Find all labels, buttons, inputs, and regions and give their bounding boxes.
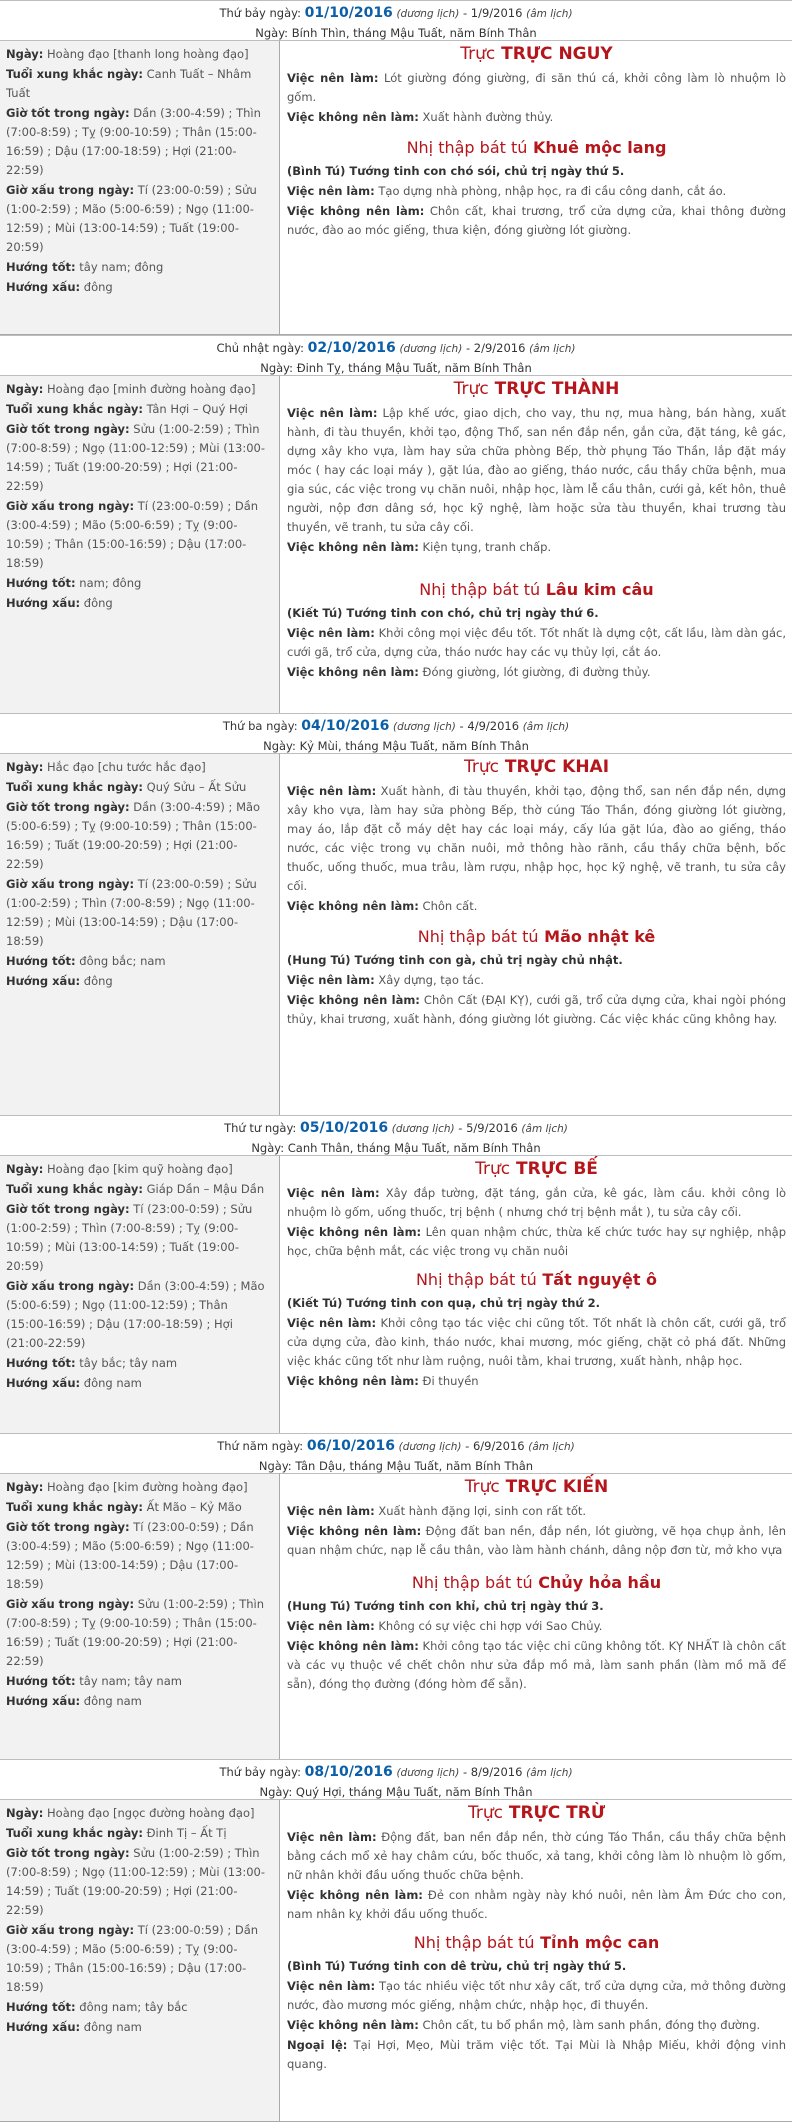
huong-xau: đông nam — [83, 1376, 142, 1390]
gio-xau-label: Giờ xấu trong ngày: — [6, 1923, 135, 1937]
gio-tot: Dần (3:00-4:59) ; Mão (5:00-6:59) ; Tỵ (9:00-10:59) ; Thân (15:00-16:59) ; Tuất (19:00-20:59) ; Hợi (21:00-22:59) — [6, 800, 261, 871]
huong-tot-label: Hướng tốt: — [6, 260, 76, 274]
tuoi-xung: Canh Tuất – Nhâm Tuất — [6, 67, 252, 100]
huong-xau-label: Hướng xấu: — [6, 280, 81, 294]
truc-name: TRỰC NGUY — [501, 44, 613, 64]
nt-prefix: Nhị thập bát tú — [411, 1573, 533, 1592]
day-block — [0, 1115, 792, 1434]
nen-label: Việc nên làm: — [287, 1504, 375, 1518]
gio-xau: Dần (3:00-4:59) ; Mão (5:00-6:59) ; Ngọ (11:00-12:59) ; Thân (15:00-16:59) ; Dậu (17:00-18:59) ; Hợi (21:00-22:59) — [6, 1279, 265, 1350]
huong-xau-label: Hướng xấu: — [6, 2020, 81, 2034]
huong-tot-label: Hướng tốt: — [6, 576, 76, 590]
nt-subtitle: (Hung Tú) Tướng tinh con khỉ, chủ trị ngày thứ 3. — [287, 1599, 604, 1613]
lunar-note: (âm lịch) — [521, 1123, 568, 1135]
tuoi-xung: Quý Sửu – Ất Sửu — [146, 780, 247, 794]
nt-subtitle: (Kiết Tú) Tướng tinh con chó, chủ trị ngày thứ 6. — [287, 606, 599, 620]
truc-name: TRỰC BẾ — [516, 1159, 598, 1179]
truc-prefix: Trực — [463, 757, 499, 777]
huong-tot: nam; đông — [79, 576, 142, 590]
truc-prefix: Trực — [464, 1477, 500, 1497]
ngay-type: Hoàng đạo [minh đường hoàng đạo] — [47, 382, 256, 396]
lunar-date: 2/9/2016 — [473, 341, 526, 355]
lunar-note: (âm lịch) — [529, 343, 576, 355]
huong-xau: đông nam — [83, 1694, 142, 1708]
nen-label: Việc nên làm: — [287, 1316, 377, 1330]
nhi-thap-bat-tu-title — [287, 1572, 786, 1594]
truc-khong-nen: Xuất hành đường thủy. — [422, 110, 554, 124]
gio-xau-label: Giờ xấu trong ngày: — [6, 499, 135, 513]
truc-khong-nen: Chôn cất. — [422, 899, 478, 913]
solar-note: (dương lịch) — [393, 721, 456, 733]
day-block — [0, 0, 792, 335]
day-info-panel — [0, 1799, 280, 2121]
day-header: Thứ năm ngày: 06/10/2016 (dương lịch) - 6/9/2016 (âm lịch) Ngày: Tân Dậu, tháng Mậu Tuất, năm Bính Thân — [0, 1433, 792, 1474]
ngay-label: Ngày: — [6, 47, 44, 61]
nt-nen: Tạo tác nhiều việc tốt như xây cất, trổ cửa dựng cửa, mở thông đường nước, đào mương móc giếng, nhậm chức, nhập học, đi thuyền. — [287, 1979, 787, 2012]
day-activity-panel — [280, 1799, 792, 2121]
truc-nen: Xây đắp tường, đặt táng, gắn cửa, kê gác, làm cầu. khởi công lò nhuộm lò gốm, uống thuốc, trị bệnh ( nhưng chớ trị bệnh mắt ), tu sửa cây cối. — [287, 1186, 786, 1219]
khong-nen-label: Việc không nên làm: — [287, 204, 425, 218]
nt-name: Tỉnh mộc can — [540, 1933, 660, 1952]
day-header: Thứ bảy ngày: 01/10/2016 (dương lịch) - 1/9/2016 (âm lịch) Ngày: Bính Thìn, tháng Mậu Tuất, năm Bính Thân — [0, 0, 792, 41]
nt-nen: Khởi công tạo tác việc chi cũng tốt. Tốt nhất là chôn cất, cưới gã, trổ cửa dựng cửa, đào kinh, tháo nước, khai mương, móc giếng, chặt cỏ phá đất. Những việc khác cũng tốt như làm ruộng, nuôi tằm, khai trương, xuất hành, nhập học. — [287, 1316, 786, 1368]
solar-note: (dương lịch) — [396, 8, 460, 20]
nhi-thap-bat-tu-title — [287, 137, 786, 159]
ngay-type: Hoàng đạo [kim quỹ hoàng đạo] — [47, 1162, 233, 1176]
truc-nen: Xuất hành, đi tàu thuyền, khởi tạo, động thổ, san nền đắp nền, dựng xây kho vựa, làm hay sửa phòng Bếp, thờ cúng Táo Thần, đóng giường lót giường, may áo, lắp đặt cỗ máy dệt hay các loại máy, cấy lúa gặt lúa, đào ao giếng, tháo nước, các việc trong vụ chăn nuôi, mở thông hào rãnh, cầu thầy chữa bệnh, bốc thuốc, uống thuốc, mua trâu, làm rượu, nhập học, học kỹ nghệ, vẽ tranh, tu sửa cây cối. — [287, 784, 786, 893]
khong-nen-label: Việc không nên làm: — [287, 1524, 422, 1538]
day-activity-panel — [280, 40, 792, 334]
gio-xau: Tí (23:00-0:59) ; Dần (3:00-4:59) ; Mão (5:00-6:59) ; Tỵ (9:00-10:59) ; Thân (15:00-16:59) ; Dậu (17:00-18:59) — [6, 1923, 259, 1994]
truc-name: TRỰC KHAI — [504, 757, 610, 777]
truc-prefix: Trực — [453, 379, 489, 399]
huong-tot: tây bắc; tây nam — [79, 1356, 178, 1370]
tuoi-label: Tuổi xung khắc ngày: — [6, 1826, 143, 1840]
huong-xau-label: Hướng xấu: — [6, 974, 81, 988]
nt-nen: Khởi công mọi việc đều tốt. Tốt nhất là dựng cột, cất lầu, làm dàn gác, cưới gã, trổ cửa, dựng cửa, tháo nước hay các vụ thủy lợi, cắt áo. — [287, 626, 786, 659]
tuoi-xung: Giáp Dần – Mậu Dần — [146, 1182, 265, 1196]
lunar-note: (âm lịch) — [528, 1441, 575, 1453]
day-info-panel — [0, 40, 280, 334]
huong-tot: đông nam; tây bắc — [79, 2000, 188, 2014]
gio-tot: Sửu (1:00-2:59) ; Thìn (7:00-8:59) ; Ngọ (11:00-12:59) ; Mùi (13:00-14:59) ; Tuất (19:00-20:59) ; Hợi (21:00-22:59) — [6, 422, 265, 493]
day-header: Thứ bảy ngày: 08/10/2016 (dương lịch) - 8/9/2016 (âm lịch) Ngày: Quý Hợi, tháng Mậu Tuất, năm Bính Thân — [0, 1759, 792, 1800]
weekday: Thứ ba ngày: — [222, 719, 298, 733]
weekday: Thứ năm ngày: — [217, 1439, 304, 1453]
khong-nen-label: Việc không nên làm: — [287, 899, 419, 913]
huong-xau: đông nam — [83, 2020, 142, 2034]
solar-date[interactable]: 06/10/2016 — [306, 1438, 395, 1454]
tuoi-label: Tuổi xung khắc ngày: — [6, 780, 143, 794]
truc-title — [287, 378, 786, 400]
ngay-type: Hoàng đạo [ngọc đường hoàng đạo] — [47, 1806, 255, 1820]
nt-khong-nen: Chôn cất, khai trương, trổ cửa dựng cửa, khai thông đường nước, đào ao móc giếng, thưa kiện, đóng giường lót giường. — [287, 204, 786, 237]
gio-tot-label: Giờ tốt trong ngày: — [6, 106, 130, 120]
nen-label: Việc nên làm: — [287, 1186, 380, 1200]
khong-nen-label: Việc không nên làm: — [287, 110, 419, 124]
ngay-type: Hắc đạo [chu tước hắc đạo] — [47, 760, 206, 774]
gio-tot: Sửu (1:00-2:59) ; Thìn (7:00-8:59) ; Ngọ (11:00-12:59) ; Mùi (13:00-14:59) ; Tuất (19:00-20:59) ; Hợi (21:00-22:59) — [6, 1846, 265, 1917]
solar-date[interactable]: 08/10/2016 — [304, 1764, 393, 1780]
gio-xau-label: Giờ xấu trong ngày: — [6, 1597, 135, 1611]
nt-subtitle: (Bình Tú) Tướng tinh con chó sói, chủ trị ngày thứ 5. — [287, 164, 625, 178]
nt-khong-nen: Chôn cất, tu bổ phần mộ, làm sanh phần, đóng thọ đường. — [422, 2018, 761, 2032]
day-activity-panel — [280, 1473, 792, 1759]
weekday: Chủ nhật ngày: — [216, 341, 304, 355]
lunar-date: 8/9/2016 — [470, 1765, 523, 1779]
khong-nen-label: Việc không nên làm: — [287, 2018, 419, 2032]
solar-date[interactable]: 05/10/2016 — [299, 1120, 389, 1136]
nt-subtitle: (Kiết Tú) Tướng tinh con quạ, chủ trị ngày thứ 2. — [287, 1296, 600, 1310]
ngay-label: Ngày: — [263, 739, 296, 753]
truc-title — [287, 1802, 786, 1824]
day-activity-panel — [280, 375, 792, 713]
truc-title — [287, 43, 786, 65]
can-chi: Canh Thân, tháng Mậu Tuất, năm Bính Thân — [287, 1141, 541, 1155]
gio-xau: Sửu (1:00-2:59) ; Thìn (7:00-8:59) ; Tỵ (9:00-10:59) ; Thân (15:00-16:59) ; Tuất (19:00-20:59) ; Hợi (21:00-22:59) — [6, 1597, 265, 1668]
gio-xau-label: Giờ xấu trong ngày: — [6, 877, 135, 891]
nt-nen: Tạo dựng nhà phòng, nhập học, ra đi cầu công danh, cắt áo. — [378, 184, 727, 198]
gio-tot-label: Giờ tốt trong ngày: — [6, 1202, 130, 1216]
truc-title — [287, 1158, 786, 1180]
huong-tot-label: Hướng tốt: — [6, 2000, 76, 2014]
khong-nen-label: Việc không nên làm: — [287, 665, 419, 679]
gio-tot-label: Giờ tốt trong ngày: — [6, 1520, 130, 1534]
nt-khong-nen: Khởi công tạo tác việc chi cũng không tốt. KỴ NHẤT là chôn cất và các vụ thuộc về chết chôn như sửa đắp mồ mả, làm sanh phần (làm mồ mã để sẵn), đóng thọ đường (đóng hòm để sẵn). — [287, 1639, 786, 1691]
ngay-label: Ngày: — [258, 1459, 292, 1473]
can-chi: Bính Thìn, tháng Mậu Tuất, năm Bính Thân — [291, 26, 537, 40]
lunar-date: 6/9/2016 — [472, 1439, 525, 1453]
huong-xau: đông — [83, 596, 113, 610]
tuoi-xung: Đinh Tị – Ất Tị — [146, 1826, 227, 1840]
truc-khong-nen: Lên quan nhậm chức, thừa kế chức tước hay sự nghiệp, nhập học, chữa bệnh mắt, các việc trong vụ chăn nuôi — [287, 1225, 787, 1258]
truc-nen: Động đất, ban nền đắp nền, thờ cúng Táo Thần, cầu thầy chữa bệnh bằng cách mổ xẻ hay châm cứu, bốc thuốc, xả tang, khởi công làm lò nhuộm lò gốm, nữ nhân khởi đầu uống thuốc chữa bệnh. — [287, 1830, 787, 1882]
nt-prefix: Nhị thập bát tú — [417, 927, 539, 946]
khong-nen-label: Việc không nên làm: — [287, 993, 420, 1007]
nen-label: Việc nên làm: — [287, 1979, 376, 1993]
truc-nen: Lập khế ước, giao dịch, cho vay, thu nợ, mua hàng, bán hàng, xuất hành, đi tàu thuyền, khởi tạo, động Thổ, san nền đắp nền, gắn cửa, đặt táng, kê gác, dựng xây kho vựa, làm hay sửa chữa phòng Bếp, thờ phụng Táo Thần, lắp đặt máy móc ( hay các loại máy ), gặt lúa, đào ao giếng, tháo nước, cầu thầy chữa bệnh, mua gia súc, các việc trong vụ chăn nuôi, nhập học, làm lễ cầu thân, cưới gả, kết hôn, thuê người, nộp đơn dâng sớ, học kỹ nghệ, làm hoặc sửa tàu thuyền, khai trương tàu thuyền, vẽ tranh, tu sửa cây cối. — [287, 406, 787, 534]
nen-label: Việc nên làm: — [287, 1619, 375, 1633]
nt-name: Lâu kim câu — [545, 580, 654, 599]
tuoi-xung: Tân Hợi – Quý Hợi — [146, 402, 248, 416]
lunar-note: (âm lịch) — [522, 721, 570, 733]
nen-label: Việc nên làm: — [287, 406, 378, 420]
huong-xau: đông — [83, 280, 113, 294]
nt-prefix: Nhị thập bát tú — [406, 138, 528, 157]
nt-prefix: Nhị thập bát tú — [419, 580, 541, 599]
nt-nen: Xây dựng, tạo tác. — [378, 973, 485, 987]
gio-xau-label: Giờ xấu trong ngày: — [6, 1279, 135, 1293]
nt-subtitle: (Bình Tú) Tướng tinh con dê trừu, chủ trị ngày thứ 5. — [287, 1959, 627, 1973]
ngoai-le: Tại Hợi, Mẹo, Mùi trăm việc tốt. Tại Mùi là Nhập Miếu, khởi động vinh quang. — [287, 2038, 786, 2071]
ngay-label: Ngày: — [255, 26, 289, 40]
khong-nen-label: Việc không nên làm: — [287, 1374, 419, 1388]
khong-nen-label: Việc không nên làm: — [287, 1225, 422, 1239]
gio-tot: Dần (3:00-4:59) ; Thìn (7:00-8:59) ; Tỵ (9:00-10:59) ; Thân (15:00-16:59) ; Dậu (17:00-18:59) ; Hợi (21:00-22:59) — [6, 106, 261, 177]
truc-prefix: Trực — [460, 44, 496, 64]
gio-xau-label: Giờ xấu trong ngày: — [6, 183, 135, 197]
huong-xau: đông — [83, 974, 113, 988]
can-chi: Tân Dậu, tháng Mậu Tuất, năm Bính Thân — [295, 1459, 534, 1473]
day-info-panel — [0, 1155, 280, 1433]
day-header: Thứ ba ngày: 04/10/2016 (dương lịch) - 4/9/2016 (âm lịch) Ngày: Kỷ Mùi, tháng Mậu Tuất, năm Bính Thân — [0, 713, 792, 754]
ngay-type: Hoàng đạo [thanh long hoàng đạo] — [47, 47, 249, 61]
nt-khong-nen: Đóng giường, lót giường, đi đường thủy. — [422, 665, 651, 679]
gio-tot: Tí (23:00-0:59) ; Sửu (1:00-2:59) ; Thìn (7:00-8:59) ; Tỵ (9:00-10:59) ; Mùi (13:00-14:59) ; Tuất (19:00-20:59) — [6, 1202, 253, 1273]
ngay-label: Ngày: — [6, 1480, 44, 1494]
nhi-thap-bat-tu-title — [287, 1269, 786, 1291]
nt-khong-nen: Đi thuyền — [422, 1374, 479, 1388]
solar-date[interactable]: 04/10/2016 — [301, 718, 390, 734]
day-info-panel — [0, 375, 280, 713]
khong-nen-label: Việc không nên làm: — [287, 540, 419, 554]
day-activity-panel — [280, 1155, 792, 1433]
truc-title — [287, 756, 786, 778]
weekday: Thứ tư ngày: — [224, 1121, 297, 1135]
ngoai-le-label: Ngoại lệ: — [287, 2038, 348, 2052]
ngay-label: Ngày: — [6, 1806, 44, 1820]
huong-tot-label: Hướng tốt: — [6, 954, 76, 968]
truc-khong-nen: Đẻ con nhằm ngày này khó nuôi, nên làm Âm Đức cho con, nam nhân kỵ khởi đầu uống thuốc. — [287, 1888, 786, 1921]
day-header: Thứ tư ngày: 05/10/2016 (dương lịch) - 5/9/2016 (âm lịch) Ngày: Canh Thân, tháng Mậu Tuất, năm Bính Thân — [0, 1115, 792, 1156]
tuoi-label: Tuổi xung khắc ngày: — [6, 1182, 143, 1196]
huong-tot-label: Hướng tốt: — [6, 1674, 76, 1688]
nen-label: Việc nên làm: — [287, 1830, 377, 1844]
lunar-note: (âm lịch) — [526, 1767, 573, 1779]
nen-label: Việc nên làm: — [287, 71, 379, 85]
gio-tot-label: Giờ tốt trong ngày: — [6, 1846, 130, 1860]
nen-label: Việc nên làm: — [287, 973, 375, 987]
truc-name: TRỰC THÀNH — [494, 379, 620, 399]
huong-xau-label: Hướng xấu: — [6, 1694, 81, 1708]
nen-label: Việc nên làm: — [287, 784, 377, 798]
solar-date[interactable]: 02/10/2016 — [307, 340, 396, 356]
truc-prefix: Trực — [475, 1159, 511, 1179]
truc-title — [287, 1476, 786, 1498]
ngay-type: Hoàng đạo [kim đường hoàng đạo] — [47, 1480, 248, 1494]
tuoi-label: Tuổi xung khắc ngày: — [6, 67, 143, 81]
truc-name: TRỰC KIẾN — [505, 1477, 609, 1497]
ngay-label: Ngày: — [6, 1162, 44, 1176]
tuoi-label: Tuổi xung khắc ngày: — [6, 402, 143, 416]
can-chi: Quý Hợi, tháng Mậu Tuất, năm Bính Thân — [295, 1785, 533, 1799]
nhi-thap-bat-tu-title — [287, 1932, 786, 1954]
huong-xau-label: Hướng xấu: — [6, 1376, 81, 1390]
gio-tot-label: Giờ tốt trong ngày: — [6, 422, 130, 436]
nen-label: Việc nên làm: — [287, 184, 375, 198]
can-chi: Kỷ Mùi, tháng Mậu Tuất, năm Bính Thân — [299, 739, 529, 753]
can-chi: Đinh Tỵ, tháng Mậu Tuất, năm Bính Thân — [296, 361, 532, 375]
solar-note: (dương lịch) — [396, 1767, 460, 1779]
day-info-panel — [0, 1473, 280, 1759]
lunar-date: 1/9/2016 — [470, 6, 523, 20]
nt-name: Khuê mộc lang — [532, 138, 667, 157]
khong-nen-label: Việc không nên làm: — [287, 1888, 423, 1902]
truc-prefix: Trực — [467, 1803, 503, 1823]
truc-nen: Xuất hành đặng lợi, sinh con rất tốt. — [378, 1504, 587, 1518]
lunar-date: 5/9/2016 — [466, 1121, 518, 1135]
ngay-label: Ngày: — [6, 382, 44, 396]
ngay-label: Ngày: — [259, 1785, 293, 1799]
weekday: Thứ bảy ngày: — [219, 1765, 301, 1779]
lunar-date: 4/9/2016 — [467, 719, 520, 733]
nhi-thap-bat-tu-title — [287, 926, 786, 948]
ngay-label: Ngày: — [6, 760, 44, 774]
nhi-thap-bat-tu-title — [287, 579, 786, 601]
huong-tot: tây nam; đông — [79, 260, 164, 274]
nt-khong-nen: Chôn Cất (ĐẠI KỴ), cưới gã, trổ cửa dựng cửa, khai ngòi phóng thủy, khai trương, xuất hành, đóng giường lót giường. Các việc khác cũng không hay. — [287, 993, 786, 1026]
gio-tot: Tí (23:00-0:59) ; Dần (3:00-4:59) ; Mão (5:00-6:59) ; Ngọ (11:00-12:59) ; Mùi (13:00-14:59) ; Dậu (17:00-18:59) — [6, 1520, 254, 1591]
day-block — [0, 335, 792, 714]
huong-tot: đông bắc; nam — [79, 954, 166, 968]
day-info-panel — [0, 753, 280, 1115]
tuoi-label: Tuổi xung khắc ngày: — [6, 1500, 143, 1514]
solar-note: (dương lịch) — [398, 1441, 462, 1453]
nt-name: Chủy hỏa hầu — [538, 1573, 662, 1592]
solar-note: (dương lịch) — [391, 1123, 455, 1135]
solar-date[interactable]: 01/10/2016 — [304, 5, 393, 21]
ngay-label: Ngày: — [260, 361, 294, 375]
day-activity-panel — [280, 753, 792, 1115]
tuoi-xung: Ất Mão – Kỷ Mão — [146, 1500, 242, 1514]
nt-nen: Không có sự việc chi hợp với Sao Chủy. — [378, 1619, 603, 1633]
huong-tot-label: Hướng tốt: — [6, 1356, 76, 1370]
day-block — [0, 1759, 792, 2122]
nt-subtitle: (Hung Tú) Tướng tinh con gà, chủ trị ngày chủ nhật. — [287, 953, 623, 967]
huong-xau-label: Hướng xấu: — [6, 596, 81, 610]
truc-nen: Lót giường đóng giường, đi săn thú cá, khởi công làm lò nhuộm lò gốm. — [287, 71, 786, 104]
weekday: Thứ bảy ngày: — [219, 6, 301, 20]
gio-xau: Tí (23:00-0:59) ; Sửu (1:00-2:59) ; Thìn (7:00-8:59) ; Ngọ (11:00-12:59) ; Mùi (13:00-14:59) ; Dậu (17:00-18:59) — [6, 877, 257, 948]
truc-khong-nen: Kiện tụng, tranh chấp. — [422, 540, 552, 554]
gio-xau: Tí (23:00-0:59) ; Dần (3:00-4:59) ; Mão (5:00-6:59) ; Tỵ (9:00-10:59) ; Thân (15:00-16:59) ; Dậu (17:00-18:59) — [6, 499, 259, 570]
solar-note: (dương lịch) — [399, 343, 463, 355]
huong-tot: tây nam; tây nam — [79, 1674, 182, 1688]
nt-name: Tất nguyệt ô — [542, 1270, 658, 1289]
truc-name: TRỰC TRỪ — [508, 1803, 606, 1823]
nt-prefix: Nhị thập bát tú — [415, 1270, 537, 1289]
gio-tot-label: Giờ tốt trong ngày: — [6, 800, 130, 814]
nt-name: Mão nhật kê — [544, 927, 656, 946]
day-block — [0, 713, 792, 1116]
nen-label: Việc nên làm: — [287, 626, 375, 640]
gio-xau: Tí (23:00-0:59) ; Sửu (1:00-2:59) ; Mão (5:00-6:59) ; Ngọ (11:00-12:59) ; Mùi (13:00-14:59) ; Tuất (19:00-20:59) — [6, 183, 257, 254]
day-block — [0, 1433, 792, 1760]
nt-prefix: Nhị thập bát tú — [413, 1933, 535, 1952]
khong-nen-label: Việc không nên làm: — [287, 1639, 419, 1653]
day-header: Chủ nhật ngày: 02/10/2016 (dương lịch) - 2/9/2016 (âm lịch) Ngày: Đinh Tỵ, tháng Mậu Tuất, năm Bính Thân — [0, 335, 792, 376]
lunar-note: (âm lịch) — [526, 8, 573, 20]
ngay-label: Ngày: — [251, 1141, 285, 1155]
truc-khong-nen: Động đất ban nền, đắp nền, lót giường, vẽ họa chụp ảnh, lên quan nhậm chức, nạp lễ cầu thân, vào làm hành chánh, dâng nộp đơn từ, mở kho vựa — [287, 1524, 786, 1557]
